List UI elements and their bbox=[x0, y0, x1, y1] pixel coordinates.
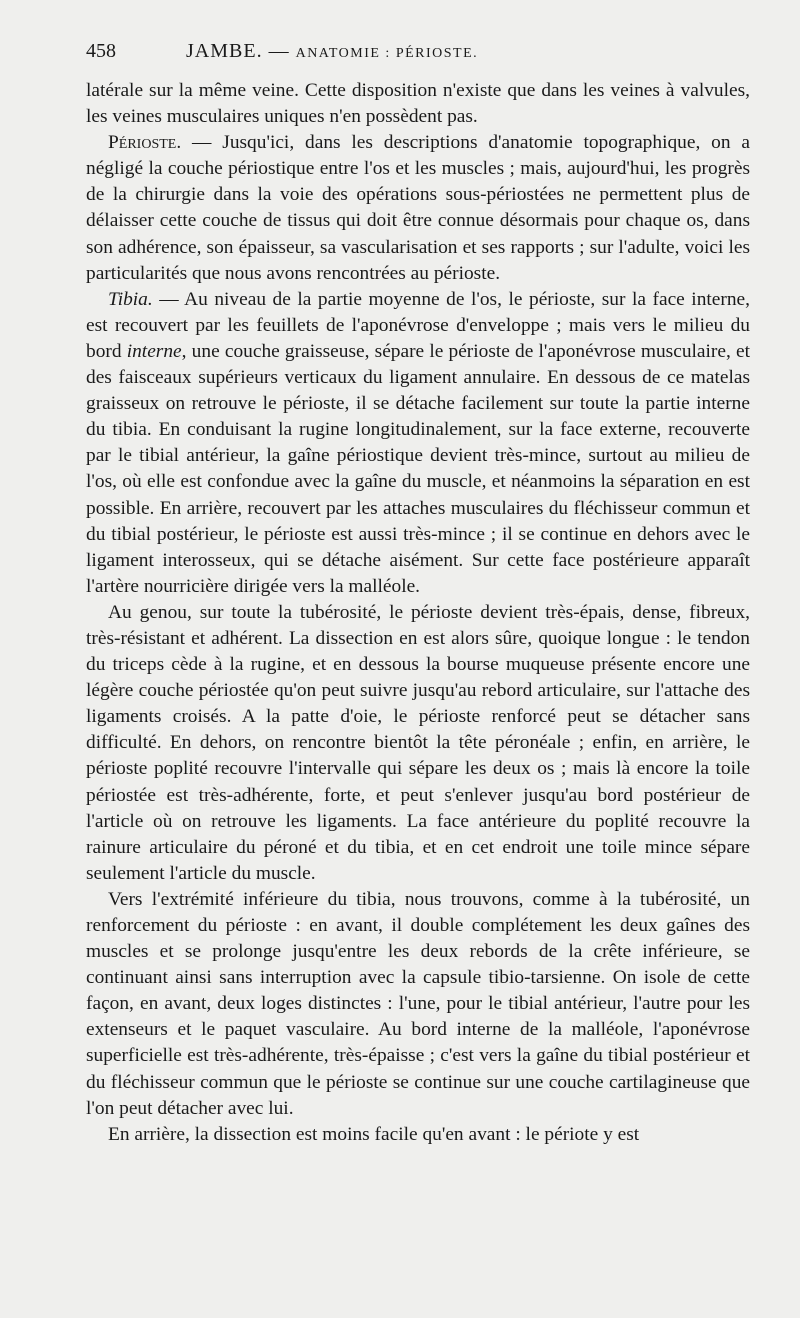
page-number: 458 bbox=[86, 40, 116, 62]
paragraph-tibia-text-1: — Au niveau de la partie moyenne de l'os, le périoste, sur la face interne, est recouvert par les feuillets de l'aponévrose d'enveloppe ; mais vers le milieu du bord bbox=[86, 288, 750, 362]
paragraph-tibia bbox=[86, 287, 750, 600]
body-text bbox=[86, 78, 750, 1148]
paragraph-perioste-text: — Jusqu'ici, dans les descriptions d'anatomie topographique, on a négligé la couche périostique entre l'os et les muscles ; mais, aujourd'hui, les progrès de la chirurgie dans la voie des opérations sous-périostées ne permettent plus de délaisser cette couche de tissus qui doit être connue désormais pour chaque os, dans son adhérence, son épaisseur, sa vascularisation et ses rapports ; sur l'adulte, voici les particularités que nous avons rencontrées au périoste. bbox=[86, 132, 750, 284]
running-header bbox=[86, 40, 750, 74]
paragraph-genou: Au genou, sur toute la tubérosité, le périoste devient très-épais, dense, fibreux, très-résistant et adhérent. La dissection en est alors sûre, quoique longue : le tendon du triceps cède à la rugine, et en dessous la bourse muqueuse présente encore une légère couche périostée qu'on peut suivre jusqu'au rebord articulaire, sur l'attache des ligaments croisés. A la patte d'oie, le périoste renforcé peut se détacher sans difficulté. En dehors, on rencontre bientôt la tête péronéale ; enfin, en arrière, le périoste poplité recouvre l'intervalle qui sépare les deux os ; mais là encore la toile périostée est très-adhérente, forte, et peut s'enlever jusqu'au bord postérieur de l'article où on retrouve les ligaments. La face antérieure du poplité recouvre la rainure articulaire du péroné et du tibia, et en cet endroit une toile mince sépare seulement l'article du muscle. bbox=[86, 601, 750, 884]
paragraph-perioste bbox=[86, 130, 750, 287]
section-heading-perioste: Périoste. bbox=[108, 132, 182, 154]
paragraph-tibia-text-2: , une couche graisseuse, sépare le périoste de l'aponévrose musculaire, et des faisceaux supérieurs verticaux du ligament annulaire. En dessous de ce matelas graisseux on retrouve le périoste, il se détache facilement sur toute la partie interne du tibia. En conduisant la rugine longitudinalement, sur la face externe, recouverte par le tibial antérieur, la gaîne périostique devient très-mince, surtout au milieu de l'os, où elle est confondue avec la gaîne du muscle, et néanmoins la séparation en est possible. En arrière, recouvert par les attaches musculaires du fléchisseur commun et du tibial postérieur, le périoste est aussi très-mince ; il se continue en dehors avec le ligament interosseux, qui se détache aisément. Sur cette face postérieure apparaît l'artère nourricière dirigée vers la malléole. bbox=[86, 340, 750, 597]
running-title-main: JAMBE. — bbox=[186, 40, 296, 62]
paragraph-extremite: Vers l'extrémité inférieure du tibia, nous trouvons, comme à la tubérosité, un renforcement du périoste : en avant, il double complétement les deux gaînes des muscles et se prolonge jusqu'entre les deux rebords de la crête inférieure, se continuant ainsi sans interruption avec la capsule tibio-tarsienne. On isole de cette façon, en avant, deux loges distinctes : l'une, pour le tibial antérieur, l'autre pour les extenseurs et le paquet vasculaire. Au bord interne de la malléole, l'aponévrose superficielle est très-adhérente, très-épaisse ; c'est vers la gaîne du tibial postérieur et du fléchisseur commun que le périoste se continue sur une couche cartilagineuse que l'on peut détacher avec lui. bbox=[86, 888, 750, 1119]
paragraph-continuation: latérale sur la même veine. Cette disposition n'existe que dans les veines à valvules, les veines musculaires uniques n'en possèdent pas. bbox=[86, 80, 750, 128]
running-title bbox=[186, 40, 478, 63]
running-title-sub: ANATOMIE : PÉRIOSTE. bbox=[295, 46, 479, 61]
section-heading-tibia: Tibia. bbox=[108, 288, 153, 310]
paragraph-tibia-emphasis: interne bbox=[126, 340, 182, 362]
paragraph-arriere: En arrière, la dissection est moins facile qu'en avant : le périote y est bbox=[108, 1123, 640, 1145]
